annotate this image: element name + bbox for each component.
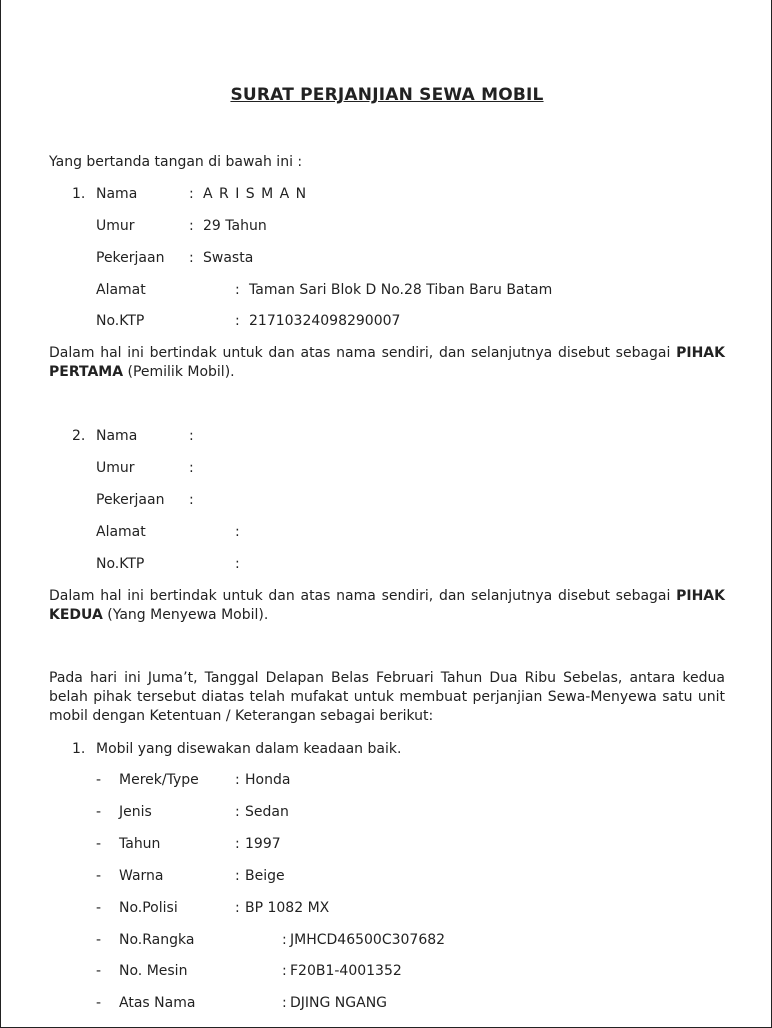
party2-ktp-label: No.KTP bbox=[96, 556, 145, 572]
party2-job-colon: : bbox=[189, 492, 194, 508]
term1-number: 1. bbox=[72, 741, 86, 757]
party1-ktp-colon: : bbox=[235, 313, 240, 329]
party1-address-label: Alamat bbox=[96, 282, 146, 298]
party2-number: 2. bbox=[72, 428, 86, 444]
detail-bullet: - bbox=[96, 772, 102, 788]
detail-engine-label: No. Mesin bbox=[119, 963, 188, 979]
detail-bullet: - bbox=[96, 995, 102, 1011]
party1-age-value: 29 Tahun bbox=[203, 218, 267, 234]
party1-number: 1. bbox=[72, 186, 86, 202]
party1-name-colon: : bbox=[189, 186, 194, 202]
detail-bullet: - bbox=[96, 932, 102, 948]
party1-age-label: Umur bbox=[96, 218, 135, 234]
party1-ktp-value: 21710324098290007 bbox=[249, 313, 401, 329]
party1-statement: Dalam hal ini bertindak untuk dan atas nama sendiri, dan selanjutnya disebut sebagai PIHAK PERTAMA (Pemilik Mobil). bbox=[49, 345, 725, 380]
party1-name-label: Nama bbox=[96, 186, 138, 202]
detail-year-colon: : bbox=[235, 836, 240, 852]
party1-address-value: Taman Sari Blok D No.28 Tiban Baru Batam bbox=[249, 282, 553, 298]
party2-address-label: Alamat bbox=[96, 524, 146, 540]
party1-name-value: A R I S M A N bbox=[203, 186, 308, 202]
detail-plate-value: BP 1082 MX bbox=[245, 900, 330, 916]
party2-job-label: Pekerjaan bbox=[96, 492, 165, 508]
detail-bullet: - bbox=[96, 804, 102, 820]
party1-job-value: Swasta bbox=[203, 250, 254, 266]
term1-text: Mobil yang disewakan dalam keadaan baik. bbox=[96, 741, 402, 757]
detail-color-value: Beige bbox=[245, 868, 285, 884]
detail-year-value: 1997 bbox=[245, 836, 281, 852]
party1-job-label: Pekerjaan bbox=[96, 250, 165, 266]
detail-engine-colon: : bbox=[282, 963, 287, 979]
detail-year-label: Tahun bbox=[119, 836, 161, 852]
party2-name-colon: : bbox=[189, 428, 194, 444]
detail-chassis-colon: : bbox=[282, 932, 287, 948]
detail-plate-colon: : bbox=[235, 900, 240, 916]
detail-bullet: - bbox=[96, 868, 102, 884]
intro-text: Yang bertanda tangan di bawah ini : bbox=[49, 154, 303, 170]
party2-ktp-colon: : bbox=[235, 556, 240, 572]
detail-type-label: Jenis bbox=[119, 804, 152, 820]
detail-chassis-value: JMHCD46500C307682 bbox=[290, 932, 446, 948]
party1-job-colon: : bbox=[189, 250, 194, 266]
detail-plate-label: No.Polisi bbox=[119, 900, 178, 916]
detail-owner-colon: : bbox=[282, 995, 287, 1011]
detail-bullet: - bbox=[96, 900, 102, 916]
detail-type-value: Sedan bbox=[245, 804, 289, 820]
detail-chassis-label: No.Rangka bbox=[119, 932, 195, 948]
detail-bullet: - bbox=[96, 836, 102, 852]
party1-ktp-label: No.KTP bbox=[96, 313, 145, 329]
party1-age-colon: : bbox=[189, 218, 194, 234]
detail-brand-value: Honda bbox=[245, 772, 291, 788]
party1-address-colon: : bbox=[235, 282, 240, 298]
agreement-paragraph: Pada hari ini Juma’t, Tanggal Delapan Belas Februari Tahun Dua Ribu Sebelas, antara kedua belah pihak tersebut diatas telah mufakat untuk membuat perjanjian Sewa-Menyewa satu unit mobil dengan Ketentuan / Keterangan sebagai berikut: bbox=[49, 670, 725, 724]
detail-brand-label: Merek/Type bbox=[119, 772, 199, 788]
detail-brand-colon: : bbox=[235, 772, 240, 788]
party2-statement: Dalam hal ini bertindak untuk dan atas nama sendiri, dan selanjutnya disebut sebagai PIHAK KEDUA (Yang Menyewa Mobil). bbox=[49, 588, 725, 623]
party2-address-colon: : bbox=[235, 524, 240, 540]
detail-color-colon: : bbox=[235, 868, 240, 884]
party2-age-colon: : bbox=[189, 460, 194, 476]
detail-engine-value: F20B1-4001352 bbox=[290, 963, 402, 979]
detail-bullet: - bbox=[96, 963, 102, 979]
document-title: SURAT PERJANJIAN SEWA MOBIL bbox=[230, 85, 544, 105]
party1-role: PIHAK PERTAMA bbox=[49, 345, 725, 380]
party2-name-label: Nama bbox=[96, 428, 138, 444]
detail-owner-label: Atas Nama bbox=[119, 995, 196, 1011]
detail-color-label: Warna bbox=[119, 868, 164, 884]
party2-role: PIHAK KEDUA bbox=[49, 588, 725, 623]
party2-age-label: Umur bbox=[96, 460, 135, 476]
detail-type-colon: : bbox=[235, 804, 240, 820]
detail-owner-value: DJING NGANG bbox=[290, 995, 388, 1011]
